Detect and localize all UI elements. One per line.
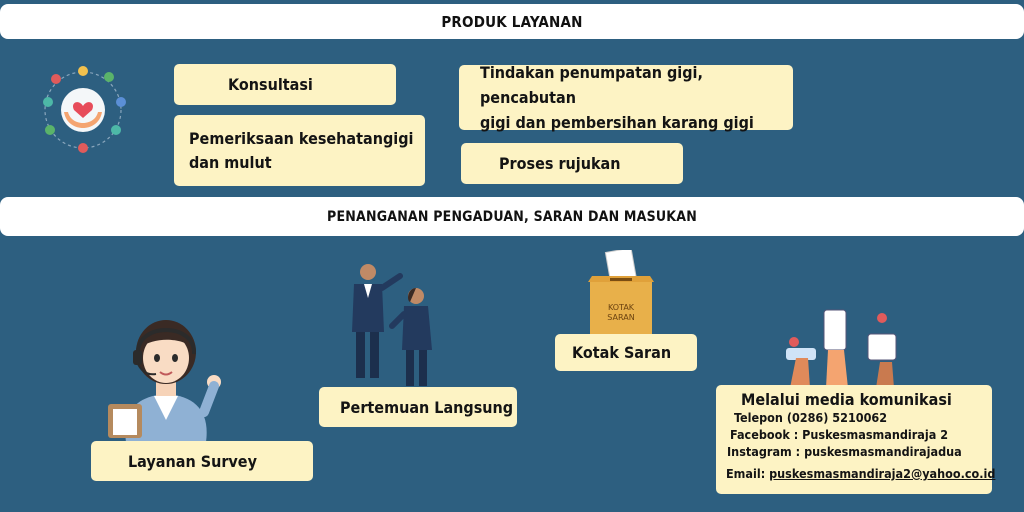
suggestion-box-illustration [588, 250, 654, 334]
media-title: Melalui media komunikasi [741, 390, 952, 409]
card-tindakan [459, 65, 793, 130]
tindakan-line2: gigi dan pembersihan karang gigi [480, 113, 754, 132]
business-meeting-illustration [346, 262, 442, 388]
pemeriksaan-line2: dan mulut [189, 152, 272, 172]
kotak-saran-label: Kotak Saran [572, 343, 672, 362]
box-label-line2: SARAN [607, 313, 635, 322]
survey-label: Layanan Survey [128, 451, 257, 471]
facebook-line: Facebook : Puskesmasmandiraja 2 [730, 427, 949, 442]
call-center-agent-illustration [104, 300, 238, 442]
box-label-line1: KOTAK [607, 303, 635, 312]
section-banner-produk [0, 4, 1024, 39]
pertemuan-label: Pertemuan Langsung [340, 397, 514, 417]
rujukan-label: Proses rujukan [499, 154, 621, 173]
card-rujukan [461, 143, 683, 184]
email-label: Email: [726, 466, 770, 481]
instagram-line: Instagram : puskesmasmandirajadua [727, 444, 962, 459]
section-banner-pengaduan [0, 197, 1024, 236]
card-konsultasi [174, 64, 396, 105]
tindakan-line1: Tindakan penumpatan gigi, pencabutan [480, 63, 703, 107]
card-pemeriksaan [174, 115, 425, 186]
email-line [724, 465, 996, 482]
card-media-komunikasi [716, 385, 996, 494]
card-layanan-survey [91, 441, 313, 481]
telepon-line: Telepon (0286) 5210062 [734, 410, 888, 425]
section-title-pengaduan: PENANGANAN PENGADUAN, SARAN DAN MASUKAN [327, 208, 697, 225]
social-media-phones-illustration [780, 304, 916, 388]
card-kotak-saran [555, 334, 697, 371]
card-pertemuan-langsung [319, 387, 517, 427]
email-link[interactable]: puskesmasmandiraja2@yahoo.co.id [769, 466, 996, 481]
section-title-produk: PRODUK LAYANAN [441, 12, 583, 31]
care-hands-icon [34, 62, 132, 158]
pemeriksaan-line1: Pemeriksaan kesehatangigi [189, 128, 414, 148]
konsultasi-label: Konsultasi [228, 75, 313, 94]
